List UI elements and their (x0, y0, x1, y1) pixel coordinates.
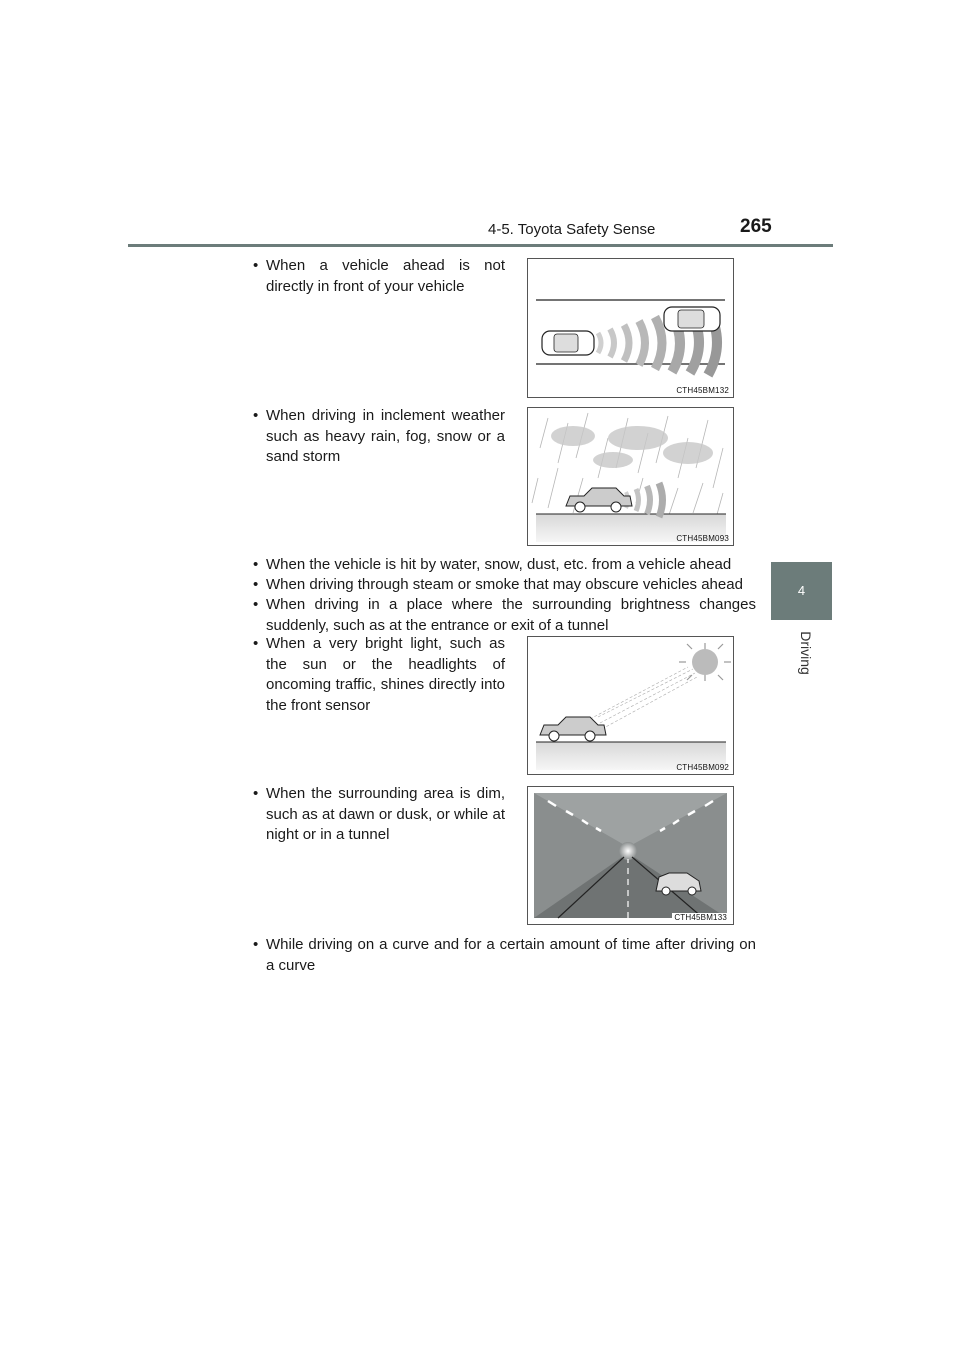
bullet: • (253, 257, 259, 274)
list-item-text: When driving in a place where the surrounding brightness changes suddenly, such as at the entrance or exit of a tunnel (266, 596, 756, 634)
figure-code: CTH45BM133 (674, 913, 727, 922)
weather-illustration (528, 408, 733, 545)
bullet: • (253, 596, 259, 613)
page-number: 265 (740, 216, 772, 237)
list-item (253, 634, 505, 716)
bright-light-illustration (528, 637, 733, 774)
figure-code: CTH45BM132 (676, 386, 729, 395)
chapter-label: Driving (798, 631, 814, 675)
car-icon (540, 717, 606, 741)
car-icon (542, 331, 594, 355)
bullet: • (253, 576, 259, 593)
figure-bright-light (527, 636, 734, 775)
list-item (253, 575, 756, 596)
offset-vehicle-illustration (528, 259, 733, 397)
chapter-tab: 4 (771, 562, 832, 620)
figure-offset-vehicle (527, 258, 734, 398)
bullet: • (253, 407, 259, 424)
bullet: • (253, 936, 259, 953)
list-item (253, 935, 756, 976)
list-item-text: When the vehicle is hit by water, snow, dust, etc. from a vehicle ahead (266, 556, 732, 573)
list-item-text: While driving on a curve and for a certain amount of time after driving on a curve (266, 936, 756, 974)
chapter-label-wrap (796, 625, 814, 685)
list-item-text: When the surrounding area is dim, such as at dawn or dusk, or while at night or in a tunnel (266, 785, 505, 843)
figure-code: CTH45BM093 (676, 534, 729, 543)
list-item (253, 784, 505, 846)
bullet: • (253, 635, 259, 652)
bullet: • (253, 556, 259, 573)
tunnel-illustration (528, 787, 733, 924)
header-rule (128, 244, 833, 247)
list-item-text: When driving through steam or smoke that may obscure vehicles ahead (266, 576, 743, 593)
car-icon (566, 488, 632, 512)
figure-tunnel (527, 786, 734, 925)
bullet: • (253, 785, 259, 802)
list-item-text: When a very bright light, such as the sun or the headlights of oncoming traffic, shines directly into the front sensor (266, 635, 505, 714)
sun-icon (679, 643, 731, 681)
car-icon (664, 307, 720, 331)
list-item-text: When a vehicle ahead is not directly in front of your vehicle (266, 257, 505, 295)
figure-inclement-weather (527, 407, 734, 546)
list-item (253, 555, 756, 576)
list-item (253, 406, 505, 468)
list-item (253, 595, 756, 636)
section-title: 4-5. Toyota Safety Sense (488, 221, 656, 238)
figure-code: CTH45BM092 (676, 763, 729, 772)
list-item (253, 256, 505, 297)
list-item-text: When driving in inclement weather such as heavy rain, fog, snow or a sand storm (266, 407, 505, 465)
